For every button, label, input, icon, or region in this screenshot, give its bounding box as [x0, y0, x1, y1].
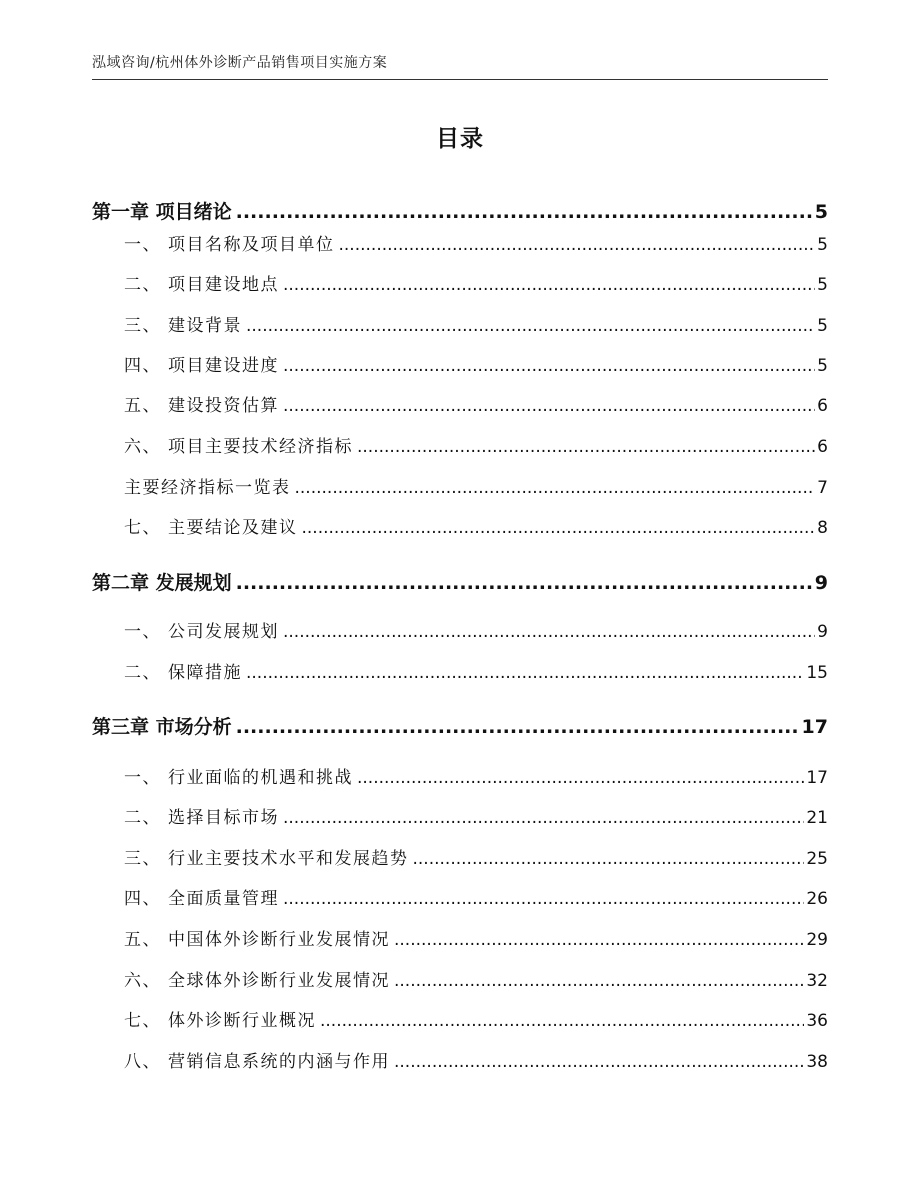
- toc-entry-label: [124, 391, 279, 416]
- toc-entry-text: 体外诊断行业概况: [168, 1011, 316, 1031]
- toc-entry-text: 主要结论及建议: [168, 518, 298, 538]
- toc-dot-leader: [320, 1011, 804, 1031]
- toc-entry-label: [124, 966, 390, 991]
- toc-page-number: 26: [806, 889, 828, 909]
- toc-dot-leader: [295, 478, 816, 498]
- toc-section-entry[interactable]: [92, 844, 828, 869]
- toc-dot-leader: [246, 663, 804, 683]
- toc-entry-label: [124, 473, 291, 498]
- toc-entry-number: 一、: [124, 768, 161, 788]
- toc-entry-number: 一、: [124, 622, 161, 642]
- toc-entry-text: 项目名称及项目单位: [168, 235, 335, 255]
- toc-page-number: 5: [817, 235, 828, 255]
- toc-page-number: 38: [806, 1052, 828, 1072]
- toc-page-number: 6: [817, 396, 828, 416]
- toc-dot-leader: [246, 316, 815, 336]
- toc-entry-text: 中国体外诊断行业发展情况: [168, 930, 390, 950]
- toc-dot-leader: [413, 849, 805, 869]
- header-rule: [92, 79, 828, 80]
- toc-entry-label: [92, 568, 232, 595]
- toc-entry-label: [124, 844, 409, 869]
- toc-section-entry[interactable]: [92, 270, 828, 295]
- toc-section-entry[interactable]: [92, 432, 828, 457]
- toc-chapter-entry[interactable]: [92, 568, 828, 595]
- toc-entry-number: 六、: [124, 437, 161, 457]
- toc-entry-text: 项目建设进度: [168, 356, 279, 376]
- toc-entry-text: 行业面临的机遇和挑战: [168, 768, 353, 788]
- toc-entry-number: 七、: [124, 1011, 161, 1031]
- page-header: 泓域咨询/杭州体外诊断产品销售项目实施方案: [92, 55, 388, 71]
- toc-entry-number: 五、: [124, 930, 161, 950]
- toc-entry-text: 行业主要技术水平和发展趋势: [168, 849, 409, 869]
- toc-entry-text: 第三章 市场分析: [92, 716, 232, 738]
- toc-section-entry[interactable]: [92, 513, 828, 538]
- toc-page-number: 32: [806, 971, 828, 991]
- toc-entry-label: [124, 230, 335, 255]
- toc-dot-leader: [283, 622, 815, 642]
- toc-entry-label: [124, 617, 279, 642]
- toc-entry-text: 主要经济指标一览表: [124, 478, 291, 498]
- toc-section-entry[interactable]: [92, 966, 828, 991]
- toc-entry-text: 保障措施: [168, 663, 242, 683]
- toc-section-entry[interactable]: [92, 1006, 828, 1031]
- toc-dot-leader: [236, 716, 800, 738]
- toc-entry-text: 建设投资估算: [168, 396, 279, 416]
- toc-section-entry[interactable]: [92, 803, 828, 828]
- toc-chapter-entry[interactable]: [92, 712, 828, 739]
- toc-entry-text: 全球体外诊断行业发展情况: [168, 971, 390, 991]
- toc-entry-label: [124, 884, 279, 909]
- toc-entry-text: 第二章 发展规划: [92, 572, 232, 594]
- toc-entry-number: 四、: [124, 889, 161, 909]
- toc-entry-text: 选择目标市场: [168, 808, 279, 828]
- toc-page-number: 5: [814, 201, 828, 223]
- toc-section-entry[interactable]: [92, 473, 828, 498]
- toc-section-entry[interactable]: [92, 884, 828, 909]
- toc-entry-number: 一、: [124, 235, 161, 255]
- toc-page-number: 5: [817, 316, 828, 336]
- toc-entry-label: [124, 351, 279, 376]
- toc-entry-label: [124, 1006, 316, 1031]
- toc-entry-number: 四、: [124, 356, 161, 376]
- toc-section-entry[interactable]: [92, 925, 828, 950]
- toc-entry-label: [92, 197, 232, 224]
- toc-section-entry[interactable]: [92, 351, 828, 376]
- toc-entry-text: 项目建设地点: [168, 275, 279, 295]
- toc-dot-leader: [283, 396, 815, 416]
- toc-entry-label: [124, 658, 242, 683]
- toc-entry-text: 第一章 项目绪论: [92, 201, 232, 223]
- toc-entry-label: [124, 270, 279, 295]
- toc-entry-number: 五、: [124, 396, 161, 416]
- toc-chapter-entry[interactable]: [92, 197, 828, 224]
- toc-dot-leader: [283, 808, 804, 828]
- toc-section-entry[interactable]: [92, 311, 828, 336]
- toc-page-number: 6: [817, 437, 828, 457]
- toc-page-number: 25: [806, 849, 828, 869]
- toc-entry-label: [124, 763, 353, 788]
- toc-entry-label: [124, 513, 298, 538]
- toc-page-number: 15: [806, 663, 828, 683]
- toc-entry-label: [124, 1047, 390, 1072]
- toc-dot-leader: [236, 572, 813, 594]
- toc-entry-number: 六、: [124, 971, 161, 991]
- toc-page-number: 5: [817, 356, 828, 376]
- toc-title: 目录: [436, 126, 484, 152]
- toc-dot-leader: [236, 201, 813, 223]
- toc-entry-label: [124, 432, 353, 457]
- toc-dot-leader: [394, 930, 804, 950]
- toc-dot-leader: [283, 275, 815, 295]
- toc-entry-label: [124, 925, 390, 950]
- toc-page-number: 5: [817, 275, 828, 295]
- toc-section-entry[interactable]: [92, 658, 828, 683]
- toc-entry-text: 公司发展规划: [168, 622, 279, 642]
- toc-entry-text: 建设背景: [168, 316, 242, 336]
- toc-dot-leader: [394, 1052, 804, 1072]
- toc-section-entry[interactable]: [92, 391, 828, 416]
- toc-page-number: 8: [817, 518, 828, 538]
- toc-entry-number: 二、: [124, 663, 161, 683]
- toc-dot-leader: [302, 518, 816, 538]
- toc-entry-text: 项目主要技术经济指标: [168, 437, 353, 457]
- toc-dot-leader: [339, 235, 816, 255]
- toc-entry-label: [124, 311, 242, 336]
- toc-dot-leader: [357, 437, 815, 457]
- toc-page-number: 17: [801, 716, 828, 738]
- toc-entry-number: 三、: [124, 849, 161, 869]
- toc-entry-number: 三、: [124, 316, 161, 336]
- toc-entry-label: [124, 803, 279, 828]
- toc-dot-leader: [283, 889, 804, 909]
- toc-section-entry[interactable]: [92, 763, 828, 788]
- toc-entry-number: 二、: [124, 275, 161, 295]
- toc-dot-leader: [283, 356, 815, 376]
- toc-page-number: 7: [817, 478, 828, 498]
- toc-section-entry[interactable]: [92, 230, 828, 255]
- toc-section-entry[interactable]: [92, 617, 828, 642]
- toc-entry-label: [92, 712, 232, 739]
- toc-page-number: 36: [806, 1011, 828, 1031]
- toc-entry-text: 全面质量管理: [168, 889, 279, 909]
- toc-entry-number: 七、: [124, 518, 161, 538]
- toc-entry-text: 营销信息系统的内涵与作用: [168, 1052, 390, 1072]
- toc-entry-number: 二、: [124, 808, 161, 828]
- toc-page-number: 9: [814, 572, 828, 594]
- toc-page-number: 17: [806, 768, 828, 788]
- toc-section-entry[interactable]: [92, 1047, 828, 1072]
- toc-dot-leader: [394, 971, 804, 991]
- toc-page-number: 9: [817, 622, 828, 642]
- toc-dot-leader: [357, 768, 804, 788]
- toc-page-number: 29: [806, 930, 828, 950]
- toc-page-number: 21: [806, 808, 828, 828]
- toc-entry-number: 八、: [124, 1052, 161, 1072]
